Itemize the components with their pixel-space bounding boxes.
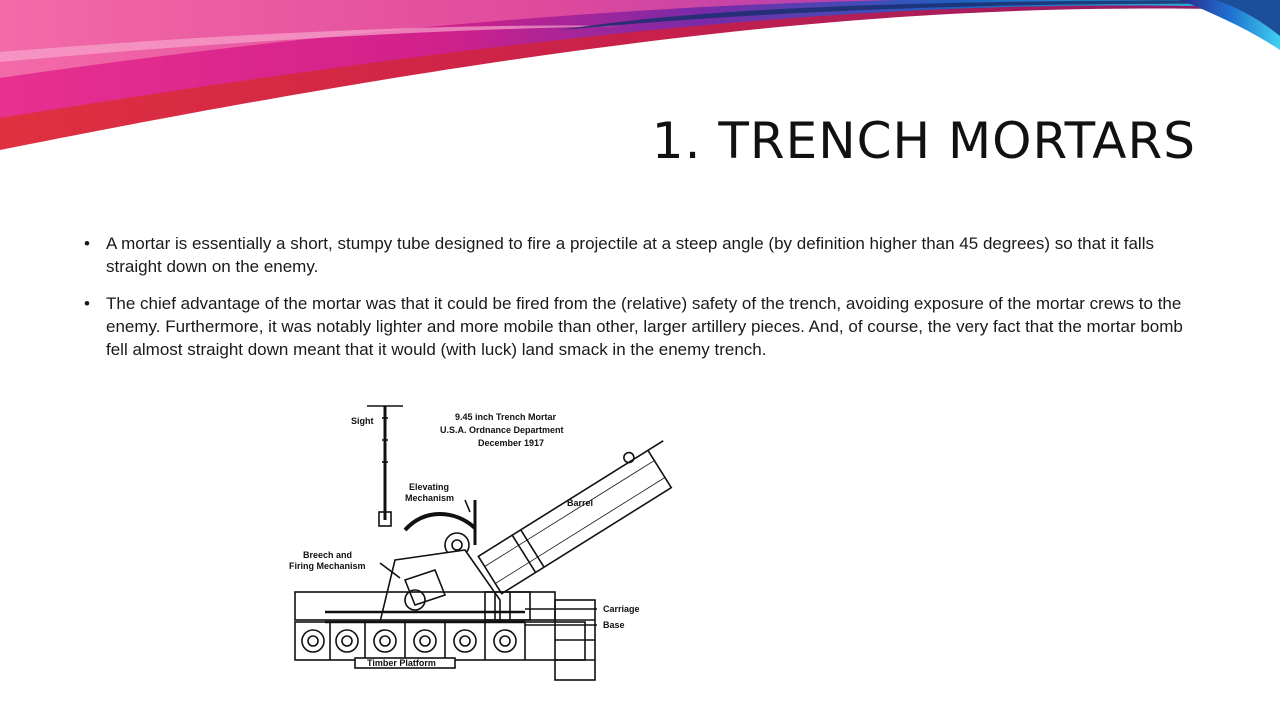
bullet-item bbox=[84, 292, 1194, 361]
label-elevating-2: Mechanism bbox=[405, 493, 455, 503]
slide-title: 1. TRENCH MORTARS bbox=[651, 112, 1196, 170]
caption-line-3: December 1917 bbox=[478, 438, 545, 448]
label-breech-1: Breech and bbox=[303, 550, 353, 560]
mortar-diagram bbox=[285, 400, 685, 685]
bullet-text: The chief advantage of the mortar was that it could be fired from the (relative) safety of the trench, avoiding exposure of the mortar crews to the enemy. Furthermore, it was notably lighter and more mobile than other, larger artillery pieces. And, of course, the very fact that the mortar bomb fell almost straight down meant that it would (with luck) land smack in the enemy trench. bbox=[106, 294, 1183, 359]
caption-line-1: 9.45 inch Trench Mortar bbox=[455, 412, 557, 422]
label-breech-2: Firing Mechanism bbox=[289, 561, 366, 571]
bullet-list bbox=[84, 232, 1194, 375]
label-sight: Sight bbox=[351, 416, 374, 426]
bullet-text: A mortar is essentially a short, stumpy tube designed to fire a projectile at a steep angle (by definition higher than 45 degrees) so that it falls straight down on the enemy. bbox=[106, 234, 1154, 276]
label-carriage: Carriage bbox=[603, 604, 640, 614]
bullet-glyph: • bbox=[84, 294, 90, 313]
label-elevating-1: Elevating bbox=[409, 482, 450, 492]
label-base: Base bbox=[603, 620, 625, 630]
caption-line-2: U.S.A. Ordnance Department bbox=[440, 425, 564, 435]
label-barrel: Barrel bbox=[567, 498, 594, 508]
bullet-item bbox=[84, 232, 1194, 278]
bullet-glyph: • bbox=[84, 234, 90, 253]
label-timber-platform: Timber Platform bbox=[367, 658, 436, 668]
